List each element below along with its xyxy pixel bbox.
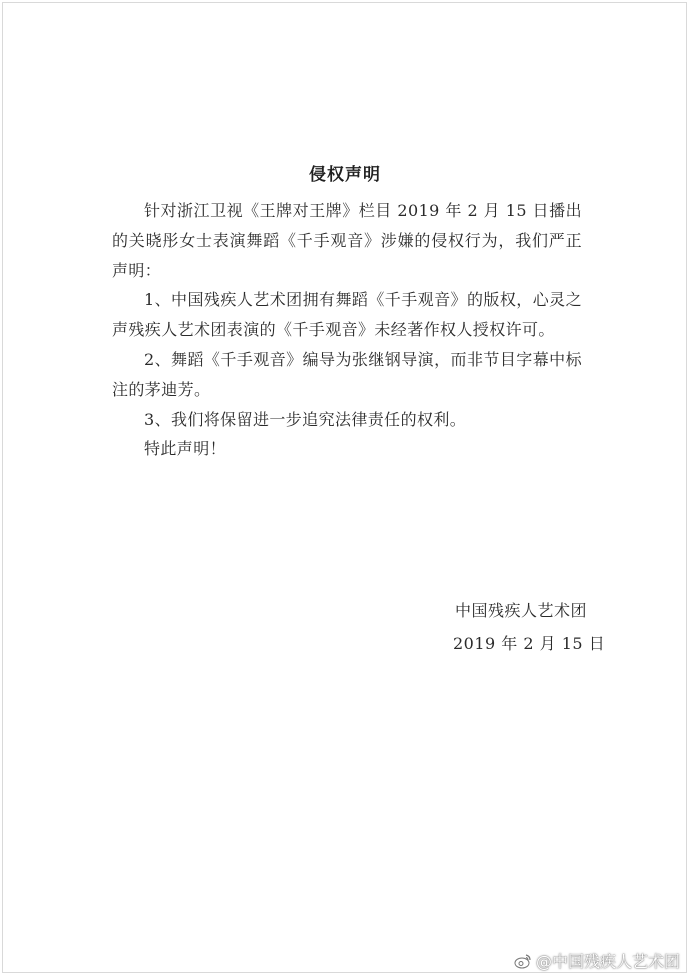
document-title: 侵权声明 <box>309 165 381 185</box>
paragraph-item-3: 3、我们将保留进一步追究法律责任的权利。 <box>144 409 467 429</box>
signature-organization: 中国残疾人艺术团 <box>455 601 588 620</box>
paragraph-intro: 针对浙江卫视《王牌对王牌》栏目 2019 年 2 月 15 日播出的关晓彤女士表演舞蹈《千手观音》涉嫌的侵权行为，我们严正声明： <box>112 201 582 280</box>
paragraph-closing: 特此声明！ <box>144 439 227 459</box>
document-body <box>112 196 582 464</box>
weibo-icon <box>514 953 532 969</box>
watermark-text: @中国残疾人艺术团 <box>535 952 680 971</box>
paragraph-item-2: 2、舞蹈《千手观音》编导为张继钢导演，而非节目字幕中标注的茅迪芳。 <box>112 349 582 399</box>
paragraph-item-1: 1、中国残疾人艺术团拥有舞蹈《千手观音》的版权，心灵之声残疾人艺术团表演的《千手观音》未经著作权人授权许可。 <box>112 290 582 340</box>
watermark <box>514 949 680 972</box>
signature-date: 2019 年 2 月 15 日 <box>453 634 606 653</box>
document-page <box>2 2 687 973</box>
signature-block <box>455 594 605 660</box>
